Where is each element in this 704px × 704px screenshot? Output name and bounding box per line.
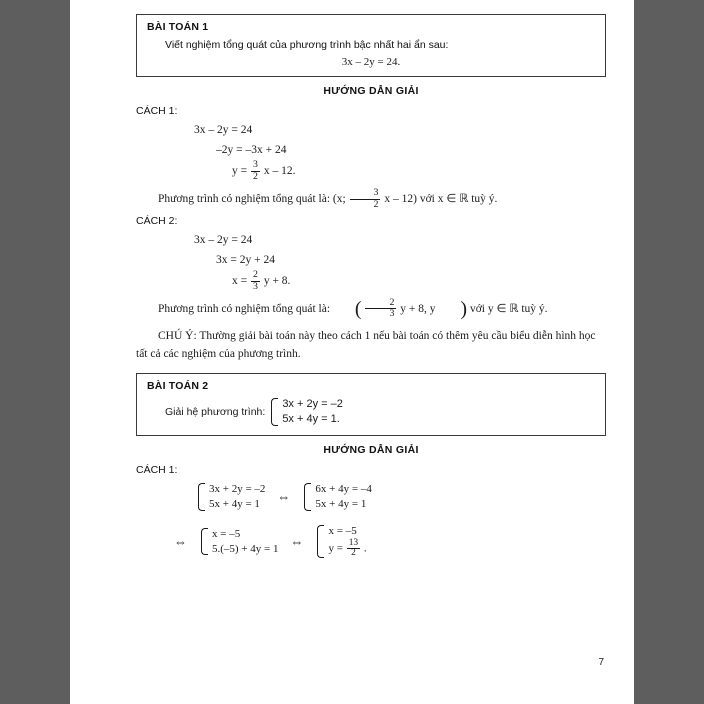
equation-line: 3x – 2y = 24 bbox=[194, 124, 253, 137]
equation-system bbox=[199, 527, 278, 557]
system-row-suffix: . bbox=[363, 542, 367, 555]
problem-1-way2-conclusion bbox=[136, 298, 606, 320]
fraction-numerator: 13 bbox=[348, 537, 359, 548]
problem-2-way1-label: CÁCH 1: bbox=[136, 464, 178, 477]
equation-rhs-tail: x – 12. bbox=[263, 165, 296, 178]
problem-1-way2-label: CÁCH 2: bbox=[136, 214, 178, 227]
problem-2-title: BÀI TOÁN 2 bbox=[147, 380, 209, 393]
fraction-denominator: 2 bbox=[347, 548, 360, 559]
fraction-denominator: 3 bbox=[253, 280, 258, 292]
note-label: CHÚ Ý: bbox=[158, 329, 197, 342]
equation-line: –2y = –3x + 24 bbox=[216, 144, 287, 157]
problem-1-box bbox=[136, 14, 606, 77]
page-content bbox=[70, 0, 634, 704]
problem-1-way1-conclusion bbox=[136, 188, 606, 210]
document-page bbox=[70, 0, 634, 704]
problem-2-prompt: Giải hệ phương trình: bbox=[165, 406, 266, 419]
right-paren: ) bbox=[460, 298, 468, 321]
problem-2-prompt-row bbox=[147, 397, 595, 427]
fraction bbox=[251, 270, 260, 292]
problem-2-box bbox=[136, 373, 606, 436]
problem-1-title: BÀI TOÁN 1 bbox=[147, 21, 209, 33]
equivalence-symbol: ⇔ bbox=[290, 533, 304, 549]
system-row: 3x + 2y = –2 bbox=[282, 398, 343, 411]
equivalence-symbol: ⇔ bbox=[277, 488, 291, 504]
problem-1-way2-steps bbox=[136, 230, 606, 292]
equation-system bbox=[315, 524, 366, 560]
system-row: 5x + 4y = 1 bbox=[209, 497, 260, 510]
conclusion-inner-tail: y + 8, y bbox=[400, 302, 436, 315]
fraction bbox=[365, 298, 396, 320]
conclusion-prefix: Phương trình có nghiệm tổng quát là: (x; bbox=[158, 193, 346, 206]
fraction-denominator: 2 bbox=[253, 170, 258, 182]
fraction-numerator: 3 bbox=[373, 187, 379, 199]
system-row: 5.(–5) + 4y = 1 bbox=[212, 542, 279, 555]
system-row: x = –5 bbox=[212, 527, 241, 540]
problem-2-solution-steps bbox=[136, 482, 606, 559]
page-number: 7 bbox=[598, 657, 604, 668]
problem-2-guide-heading: HƯỚNG DẪN GIẢI bbox=[323, 444, 419, 457]
system-row bbox=[325, 539, 366, 560]
fraction-numerator: 3 bbox=[253, 159, 258, 171]
left-paren: ( bbox=[354, 298, 362, 321]
page-right-gutter bbox=[634, 0, 704, 704]
equation-lhs: y = bbox=[232, 165, 248, 178]
system-row: 3x + 2y = –2 bbox=[209, 483, 266, 496]
equation-system bbox=[269, 397, 343, 427]
system-row: x = –5 bbox=[328, 524, 357, 537]
conclusion-suffix: với y ∈ ℝ tuỳ ý. bbox=[469, 302, 548, 315]
system-row: 5x + 4y = 1. bbox=[282, 413, 340, 426]
system-row: 5x + 4y = 1 bbox=[315, 497, 367, 510]
problem-1-way1-steps bbox=[136, 120, 606, 182]
fraction bbox=[251, 160, 260, 182]
problem-1-way1-label: CÁCH 1: bbox=[136, 105, 178, 118]
system-row: 6x + 4y = –4 bbox=[315, 483, 372, 496]
problem-1-note bbox=[136, 328, 606, 364]
conclusion-suffix: x – 12) với x ∈ ℝ tuỳ ý. bbox=[384, 193, 498, 206]
fraction-denominator: 2 bbox=[350, 199, 381, 210]
conclusion-prefix: Phương trình có nghiệm tổng quát là: bbox=[158, 302, 331, 315]
equation-rhs-tail: y + 8. bbox=[263, 275, 291, 288]
fraction bbox=[350, 188, 381, 210]
equation-lhs: x = bbox=[232, 275, 248, 288]
system-row-prefix: y = bbox=[328, 542, 343, 555]
equation-system bbox=[196, 482, 265, 512]
fraction-denominator: 3 bbox=[365, 308, 396, 319]
equivalence-symbol: ⇔ bbox=[174, 533, 187, 549]
fraction-numerator: 2 bbox=[389, 296, 395, 308]
problem-1-equation: 3x – 2y = 24. bbox=[341, 56, 401, 69]
solution-step-row bbox=[162, 524, 606, 560]
fraction-numerator: 2 bbox=[253, 269, 258, 281]
solution-step-row bbox=[162, 482, 606, 512]
problem-1-prompt: Viết nghiệm tổng quát của phương trình bậc nhất hai ẩn sau: bbox=[165, 39, 449, 51]
note-text: Thường giải bài toán này theo cách 1 nếu bài toán có thêm yêu cầu biểu diễn hình học tất cả các nghiệm của phương trình. bbox=[136, 329, 596, 360]
page-left-gutter bbox=[0, 0, 70, 704]
problem-1-guide-heading: HƯỚNG DẪN GIẢI bbox=[323, 85, 419, 98]
equation-line bbox=[194, 270, 606, 292]
equation-line: 3x = 2y + 24 bbox=[216, 254, 275, 267]
equation-system bbox=[302, 482, 371, 512]
equation-line bbox=[194, 160, 606, 182]
equation-line: 3x – 2y = 24 bbox=[194, 233, 253, 246]
fraction bbox=[347, 539, 360, 560]
